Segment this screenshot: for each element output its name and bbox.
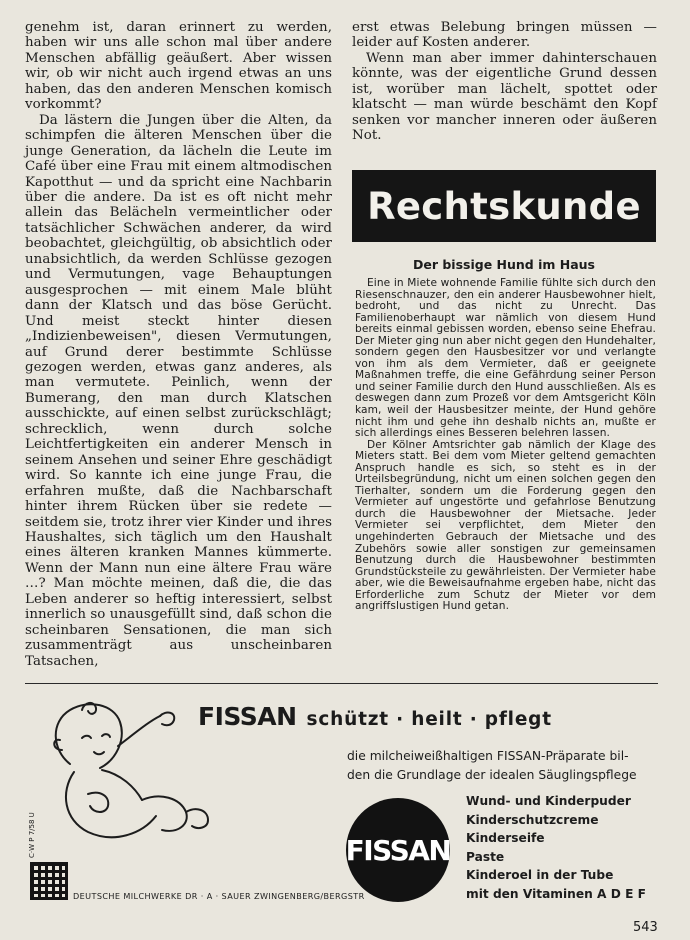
paragraph: Wenn man aber immer dahinterschauen könnte, was der eigentliche Grund dessen ist, worüber man lächelt, spottet oder klatscht — man würde beschämt den Kopf senken vor mancher inneren oder äußeren Not. bbox=[352, 50, 657, 144]
left-column-text bbox=[25, 20, 332, 669]
company-logo-icon bbox=[30, 862, 68, 900]
ad-headline bbox=[198, 702, 552, 731]
company-name: DEUTSCHE MILCHWERKE DR · A · SAUER ZWINGENBERG/BERGSTR bbox=[73, 891, 365, 901]
right-column-text bbox=[352, 20, 657, 144]
brand-name: FISSAN bbox=[198, 702, 297, 731]
ad-intro-line: die milcheiweißhaltigen FISSAN-Präparate bil- bbox=[347, 749, 629, 763]
list-item: Kinderoel in der Tube bbox=[466, 868, 614, 883]
list-item: Wund- und Kinderpuder bbox=[466, 794, 631, 808]
product-list bbox=[466, 792, 646, 904]
ad-intro-text bbox=[347, 747, 667, 785]
list-item: Kinderseife bbox=[466, 831, 545, 846]
list-item: Kinderschutzcreme bbox=[466, 812, 599, 827]
paragraph: Eine in Miete wohnende Familie fühlte sich durch den Riesenschnauzer, den ein anderer Hausbewohner hielt, bedroht, und das nicht zu Unrecht. Das Familienoberhaupt war nämlich von diesem Hund bereits einmal gebissen worden, ebenso seine Ehefrau. Der Mieter ging nun aber nicht gegen den Hundehalter, sondern gegen den Hausbesitzer vor und verlangte von ihm als dem Vermieter, daß er geeignete Maßnahmen treffe, die eine Gefährdung seiner Person und seiner Familie durch den Hund ausschließen. Als es deswegen dann zum Prozeß vor dem Amtsgericht Köln kam, weil der Hausbesitzer meinte, der Hund gehöre nicht ihm und gehe ihn deshalb nichts an, mußte er sich allerdings eines Besseren belehren lassen. bbox=[355, 277, 656, 440]
list-item: Paste bbox=[466, 849, 505, 864]
section-heading-banner bbox=[352, 170, 656, 242]
printer-code: C·W P 7/58 U bbox=[28, 812, 36, 858]
paragraph: Der Kölner Amtsrichter gab nämlich der Klage des Mieters statt. Bei dem vom Mieter geltend gemachten Anspruch handle es sich, so steht es in der Urteilsbegründung, nicht um einen solchen gegen den Tierhalter, sondern um die Forderung gegen den Vermieter auf ungestörte und gefahrlose Benutzung durch die Hausbewohner der Mietsache. Jeder Vermieter sei verpflichtet, dem Mieter den ungehinderten Gebrauch der Mietsache und des Zubehörs sowie aller sonstigen zur gemeinsamen Benutzung durch die Hausbewohner bestimmten Grundstücksteile zu gewährleisten. Der Vermieter habe aber, wie die Beweisaufnahme ergeben habe, nicht das Erforderliche zum Schutz der Mieter vor dem angriffslustigen Hund getan. bbox=[355, 438, 656, 613]
logo-text: FISSAN bbox=[345, 833, 451, 867]
list-item: mit den Vitaminen A D E F bbox=[466, 886, 646, 901]
paragraph: Da lästern die Jungen über die Alten, da schimpfen die älteren Menschen über die junge Generation, da lächeln die Leute im Café über eine Frau mit einem altmodischen Kapotthut — und da spricht eine Nachbarin über die andere. Da ist es oft nicht mehr allein das Belächeln vermeintlicher oder tatsächlicher Schwächen anderer, da wird beobachtet, gleichgültig, ob absichtlich oder unabsichtlich, da werden Schlüsse gezogen und Vermutungen, vage Behauptungen ausgesprochen — mit einem Male blüht dann der Klatsch und das böse Gerücht. Und meist steckt hinter diesen „Indizienbeweisen", diesen Vermutungen, auf Grund derer bestimmte Schlüsse gezogen werden, etwas ganz anderes, als man vermutete. Peinlich, wenn der Bumerang, den man durch Klatschen ausschickte, auf einen selbst zurückschlägt; schrecklich, wenn durch solche Leichtfertigkeiten ein anderer Mensch in seinem Ansehen und seiner Ehre geschädigt wird. So kannte ich eine junge Frau, die erfahren mußte, daß die Nachbarschaft hinter ihrem Rücken über sie redete — seitdem sie, trotz ihrer vier Kinder und ihres Haushaltes, sich täglich um den Haushalt eines älteren kranken Mannes kümmerte. Wenn der Mann nun eine ältere Frau wäre …? Man möchte meinen, daß die, die das Leben anderer so heftig interessiert, selbst innerlich so unausgefüllt sind, daß schon die scheinbaren Sensationen, die man sich zusammenträgt aus unscheinbaren Tatsachen, bbox=[25, 112, 332, 669]
page-number: 543 bbox=[633, 920, 658, 935]
ad-intro-line: den die Grundlage der idealen Säuglingspflege bbox=[347, 768, 637, 782]
paragraph: genehm ist, daran erinnert zu werden, haben wir uns alle schon mal über andere Menschen abfällig geäußert. Aber wissen wir, ob wir nicht auch irgend etwas an uns haben, das den anderen Menschen komisch vorkommt? bbox=[25, 20, 332, 113]
slogan: schützt · heilt · pflegt bbox=[306, 709, 552, 730]
paragraph: erst etwas Belebung bringen müssen — leider auf Kosten anderer. bbox=[352, 20, 657, 51]
fissan-logo bbox=[346, 798, 450, 902]
article-title: Der bissige Hund im Haus bbox=[412, 257, 595, 272]
section-heading: Rechtskunde bbox=[367, 184, 641, 228]
advertisement bbox=[0, 684, 690, 940]
article-body bbox=[355, 278, 656, 613]
